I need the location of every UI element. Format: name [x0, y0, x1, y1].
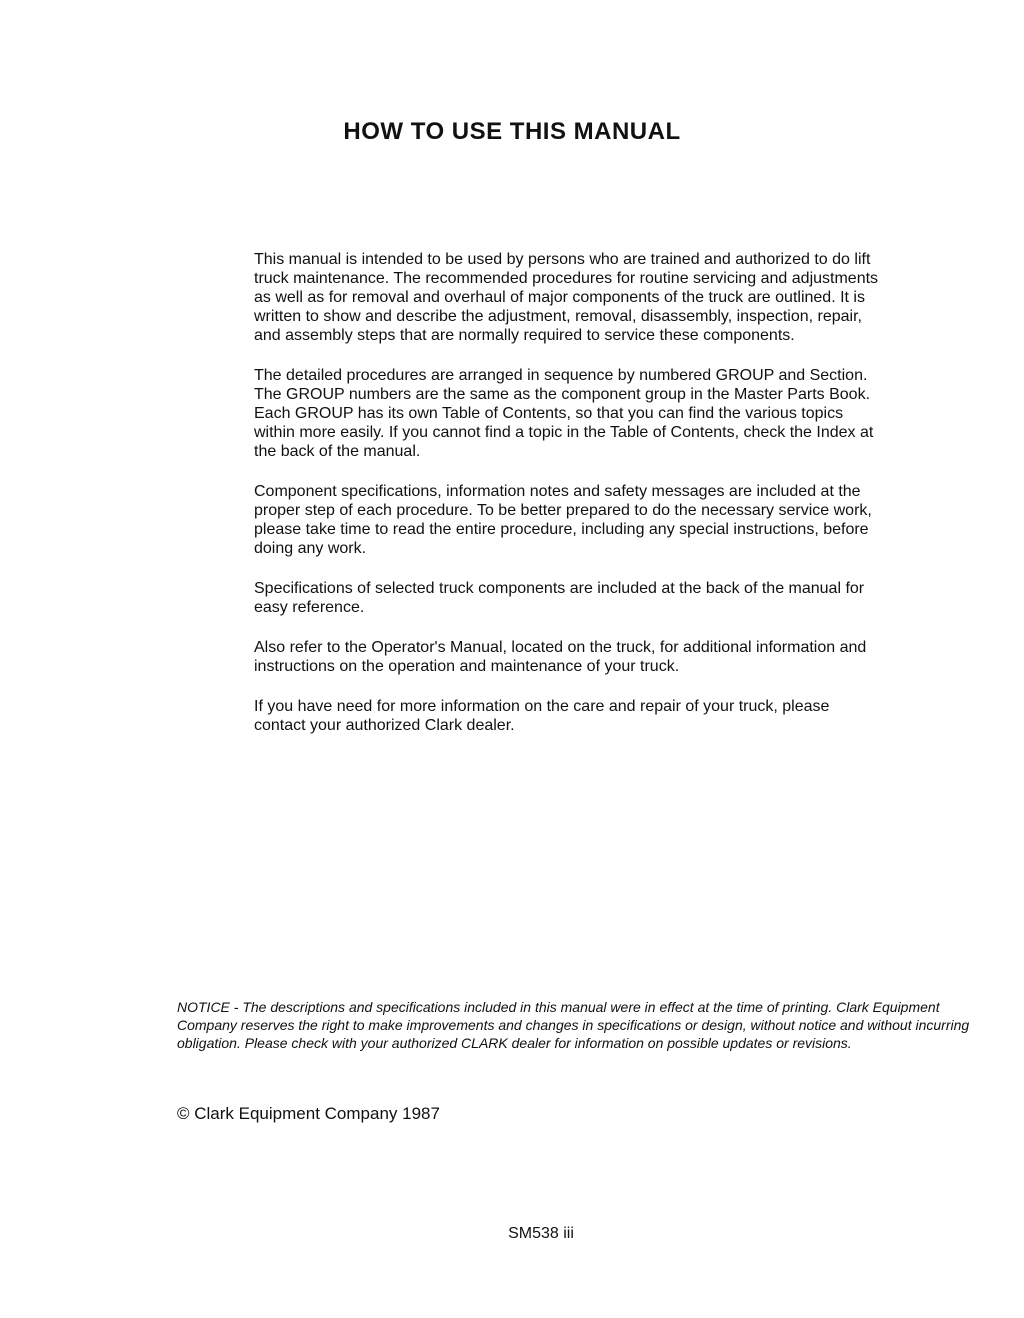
paragraph-specifications-notes: Component specifications, information notes and safety messages are included at the proper step of each procedure. To be better prepared to do the necessary service work, please take time to read the entire procedure, including any special instructions, before doing any work.	[254, 483, 872, 557]
paragraph-operators-manual: Also refer to the Operator's Manual, located on the truck, for additional information and instructions on the operation and maintenance of your truck.	[254, 639, 867, 675]
paragraph-intended-use: This manual is intended to be used by persons who are trained and authorized to do lift truck maintenance. The recommended procedures for routine servicing and adjustments as well as for removal and overhaul of major components of the truck are outlined. It is written to show and describe the adjustment, removal, disassembly, inspection, repair, and assembly steps that are normally required to service these components.	[254, 251, 879, 344]
paragraph-specifications-reference: Specifications of selected truck components are included at the back of the manual for easy reference.	[254, 580, 865, 616]
paragraph-group-sections: The detailed procedures are arranged in sequence by numbered GROUP and Section. The GROUP numbers are the same as the component group in the Master Parts Book. Each GROUP has its own Table of Contents, so that you can find the various topics within more easily. If you cannot find a topic in the Table of Contents, check the Index at the back of the manual.	[254, 367, 874, 460]
paragraph-contact-dealer: If you have need for more information on the care and repair of your truck, please contact your authorized Clark dealer.	[254, 698, 830, 734]
notice-text: NOTICE - The descriptions and specifications included in this manual were in effect at the time of printing. Clark Equipment Company reserves the right to make improvements and changes in specifications or design, without notice and without incurring obligation. Please check with your authorized CLARK dealer for information on possible updates or revisions.	[177, 999, 970, 1051]
manual-body	[254, 250, 882, 756]
page-title: HOW TO USE THIS MANUAL	[343, 118, 681, 145]
page-number-footer: SM538 iii	[508, 1225, 574, 1242]
copyright-line: © Clark Equipment Company 1987	[177, 1104, 440, 1123]
